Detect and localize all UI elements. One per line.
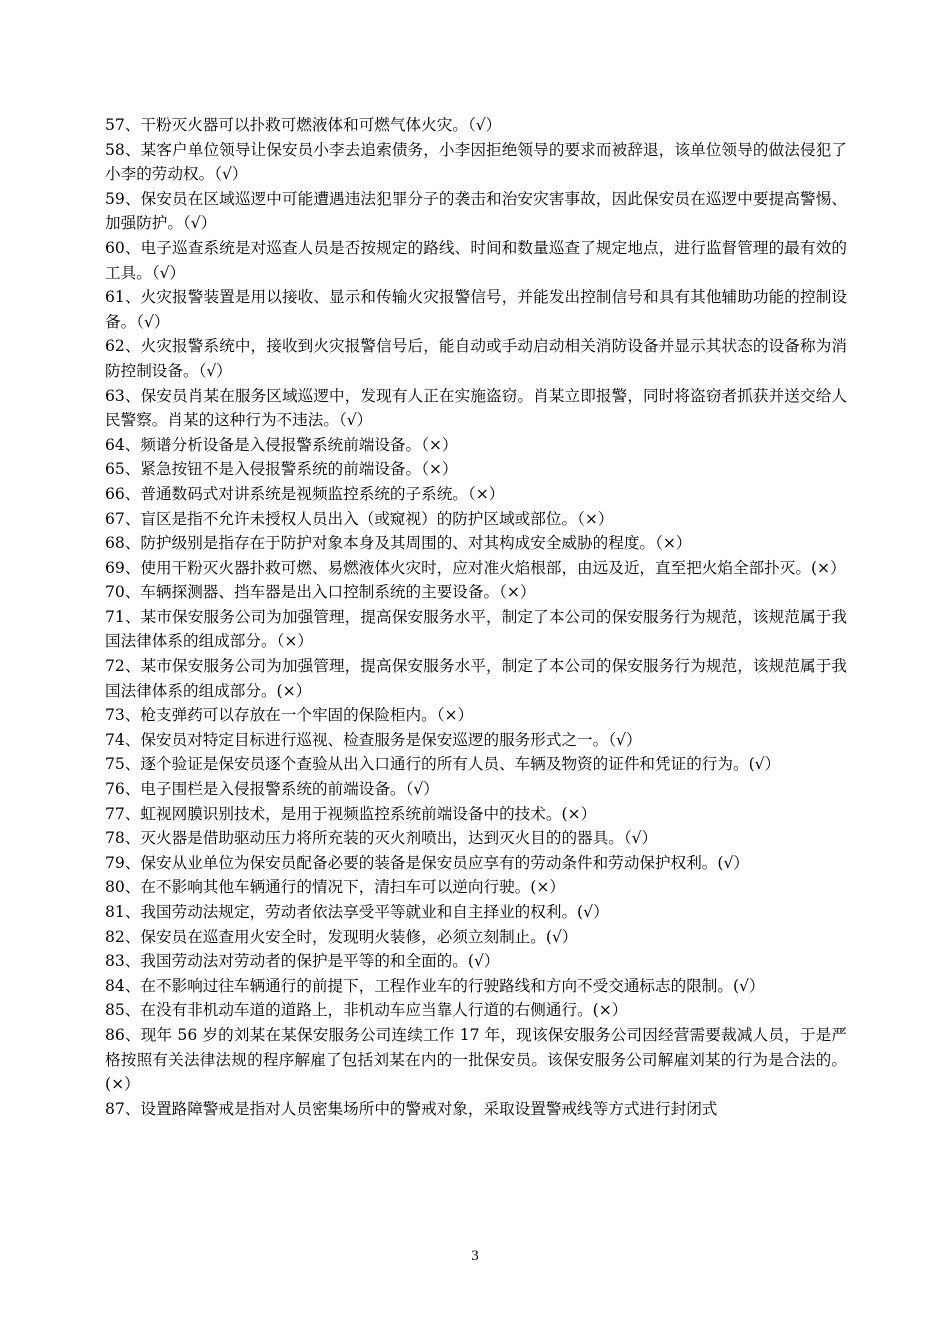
list-item: 76、电子围栏是入侵报警系统的前端设备。（√） [105,780,439,799]
list-item: 60、电子巡查系统是对巡查人员是否按规定的路线、时间和数量巡查了规定地点，进行监督管理的最有效的工具。（√） [105,238,847,282]
list-item: 59、保安员在区域巡逻中可能遭遇违法犯罪分子的袭击和治安灾害事故，因此保安员在巡逻中要提高警惕、加强防护。（√） [105,189,847,233]
list-item: 71、某市保安服务公司为加强管理，提高保安服务水平，制定了本公司的保安服务行为规范，该规范属于我国法律体系的组成部分。（×） [105,607,847,651]
list-item: 77、虹视网膜识别技术，是用于视频监控系统前端设备中的技术。(×） [105,804,597,823]
list-item: 84、在不影响过往车辆通行的前提下，工程作业车的行驶路线和方向不受交通标志的限制。(√） [105,976,765,995]
list-item: 82、保安员在巡查用火安全时，发现明火装修，必须立刻制止。(√） [105,927,578,946]
list-item: 61、火灾报警装置是用以接收、显示和传输火灾报警信号，并能发出控制信号和具有其他辅助功能的控制设备。（√） [105,288,847,331]
list-item: 66、普通数码式对讲系统是视频监控系统的子系统。（×） [105,484,505,503]
list-item: 80、在不影响其他车辆通行的情况下，清扫车可以逆向行驶。(×） [105,878,566,897]
list-item: 64、频谱分析设备是入侵报警系统前端设备。（×） [105,435,458,454]
list-item: 81、我国劳动法规定，劳动者依法享受平等就业和自主择业的权利。(√） [105,903,609,921]
list-item: 63、保安员肖某在服务区域巡逻中，发现有人正在实施盗窃。肖某立即报警，同时将盗窃者抓获并送交给人民警察。肖某的这种行为不违法。（√） [105,386,847,430]
list-item: 83、我国劳动法对劳动者的保护是平等的和全面的。(√） [105,952,500,971]
list-item: 67、盲区是指不允许未授权人员出入（或窥视）的防护区域或部位。（×） [105,509,614,528]
list-item: 78、灭火器是借助驱动压力将所充装的灭火剂喷出，达到灭火目的的器具。（√） [105,829,658,848]
list-item: 70、车辆探测器、挡车器是出入口控制系统的主要设备。（×） [105,583,536,602]
list-item: 57、干粉灭火器可以扑救可燃液体和可燃气体火灾。（√） [105,116,502,134]
page-number: 3 [471,1248,479,1264]
list-item: 69、使用干粉灭火器扑救可燃、易燃液体火灾时，应对准火焰根部，由远及近，直至把火焰全部扑灭。(×） [105,558,846,577]
list-item: 74、保安员对特定目标进行巡视、检查服务是保安巡逻的服务形式之一。（√） [105,730,642,749]
list-item: 58、某客户单位领导让保安员小李去追索债务，小李因拒绝领导的要求而被辞退，该单位领导的做法侵犯了小李的劳动权。（√） [105,140,847,184]
list-item: 79、保安从业单位为保安员配备必要的装备是保安员应享有的劳动条件和劳动保护权利。(√） [105,853,750,872]
list-item: 85、在没有非机动车道的道路上，非机动车应当靠人行道的右侧通行。(×） [105,1001,628,1020]
list-item: 62、火灾报警系统中，接收到火灾报警信号后，能自动或手动启动相关消防设备并显示其状态的设备称为消防控制设备。（√） [105,337,847,380]
document-body [105,113,847,1121]
list-item: 87、设置路障警戒是指对人员密集场所中的警戒对象，采取设置警戒线等方式进行封闭式 [105,1099,718,1118]
list-item: 65、紧急按钮不是入侵报警系统的前端设备。（×） [105,460,458,479]
list-item: 72、某市保安服务公司为加强管理，提高保安服务水平，制定了本公司的保安服务行为规范，该规范属于我国法律体系的组成部分。(×） [105,657,847,700]
list-item: 73、枪支弹药可以存放在一个牢固的保险柜内。（×） [105,706,474,725]
list-item: 86、现年 56 岁的刘某在某保安服务公司连续工作 17 年，现该保安服务公司因经营需要裁减人员，于是严格按照有关法律法规的程序解雇了包括刘某在内的一批保安员。该保安服务公司解雇刘某的行为是合法的。(×） [105,1025,847,1094]
list-item: 75、逐个验证是保安员逐个查验从出入口通行的所有人员、车辆及物资的证件和凭证的行为。(√） [105,755,781,774]
list-item: 68、防护级别是指存在于防护对象本身及其周围的、对其构成安全威胁的程度。（×） [105,534,692,553]
